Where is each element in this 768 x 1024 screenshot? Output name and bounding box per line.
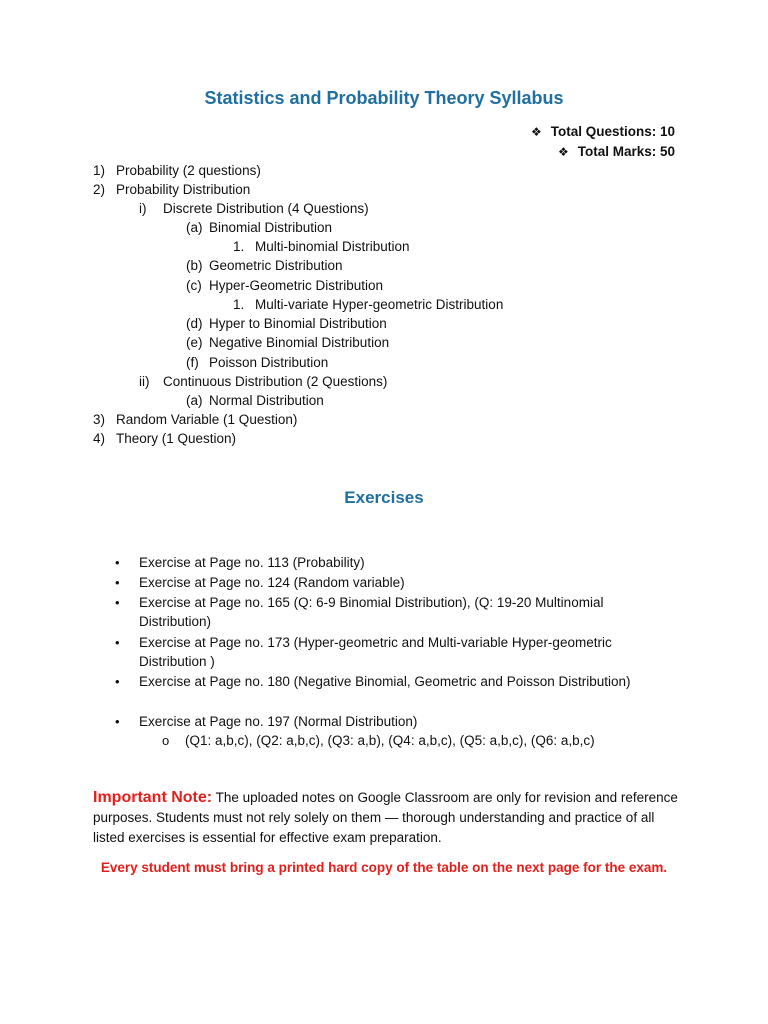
syllabus-item: ii) Continuous Distribution (2 Questions) bbox=[139, 374, 388, 389]
syllabus-item: 1. Multi-variate Hyper-geometric Distribution bbox=[233, 297, 504, 312]
syllabus-item: (a) Binomial Distribution bbox=[186, 220, 333, 235]
syllabus-item: 1) Probability (2 questions) bbox=[93, 163, 261, 178]
bullet-icon: • bbox=[115, 635, 120, 650]
important-note-label: Important Note: bbox=[93, 789, 213, 806]
bullet-icon: • bbox=[115, 595, 120, 610]
total-questions: ❖ Total Questions: 10 bbox=[531, 122, 675, 142]
diamond-bullet-icon: ❖ bbox=[557, 144, 569, 159]
syllabus-item: (c) Hyper-Geometric Distribution bbox=[186, 278, 384, 293]
total-marks: ❖ Total Marks: 50 bbox=[531, 142, 675, 162]
circle-bullet-icon: o bbox=[162, 733, 170, 748]
syllabus-item: (d) Hyper to Binomial Distribution bbox=[186, 316, 387, 331]
document-page: Statistics and Probability Theory Syllabus ❖ Total Questions: 10 ❖ Total Marks: 50 1) Probability (2 questions) 2) Probability Distribution i) Discrete Distribution (4 Questions) (a) Binomial Distribution 1. Multi-binomial Distribution (b) Geometric Distribution (c) Hyper-Geometric Distribution 1. Multi-variate Hyper-geometric Distribution (d) Hyper to Binomial Distribution (e) Negative Binomial Distribution (f) Poisson Distribution ii) Continuous Distribution (2 Questions) (a) Normal Distribution 3) Random Variable (1 Question) 4) Theory (1 Question) Exercises • Exercise at Page no. 113 (Probability) • Exercise at Page no. 124 (Random variable) • Exercise at Page no. 165 (Q: 6-9 Binomial Distribution), (Q: 19-20 Multinomial Distribution) • Exercise at Page no. 173 (Hyper-geometric and Multi-variable Hyper-geometric Distribution ) • Exercise at Page no. 180 (Negative Binomial, Geometric and Poisson Distribution) • Exercise at Page no. 197 (Normal Distribution) o (Q1: a,b,c), (Q2: a,b,c), (Q3: a,b), (Q4: a,b,c), (Q5: a,b,c), (Q6: a,b,c) Important Note: The uploaded notes on Google Classroom are only for revision and reference purposes. Students must not rely solely on them — thorough understanding and practice of all listed exercises is essential for effective exam preparation. Every student must bring a printed hard copy of the table on the next page for the exam. bbox=[0, 0, 768, 1024]
bullet-icon: • bbox=[115, 555, 120, 570]
syllabus-item: 2) Probability Distribution bbox=[93, 182, 251, 197]
syllabus-item: (e) Negative Binomial Distribution bbox=[186, 335, 390, 350]
totals-block bbox=[531, 122, 675, 161]
syllabus-item: 3) Random Variable (1 Question) bbox=[93, 412, 298, 427]
bullet-icon: • bbox=[115, 674, 120, 689]
syllabus-item: (a) Normal Distribution bbox=[186, 393, 324, 408]
bullet-icon: • bbox=[115, 714, 120, 729]
hard-copy-warning: Every student must bring a printed hard copy of the table on the next page for the exam. bbox=[100, 860, 668, 875]
exercises-heading: Exercises bbox=[344, 488, 424, 507]
syllabus-item: (f) Poisson Distribution bbox=[186, 355, 329, 370]
page-title: Statistics and Probability Theory Syllabus bbox=[204, 88, 564, 108]
syllabus-item: i) Discrete Distribution (4 Questions) bbox=[139, 201, 369, 216]
important-note bbox=[93, 788, 683, 848]
important-note-text: The uploaded notes on Google Classroom are only for revision and reference purposes. Students must not rely solely on them — thorough understanding and practice of all listed exercises is essential for effective exam preparation. bbox=[93, 790, 678, 845]
diamond-bullet-icon: ❖ bbox=[530, 125, 542, 139]
syllabus-item: (b) Geometric Distribution bbox=[186, 258, 343, 273]
syllabus-item: 4) Theory (1 Question) bbox=[93, 431, 237, 446]
syllabus-item: 1. Multi-binomial Distribution bbox=[233, 239, 410, 254]
bullet-icon: • bbox=[115, 575, 120, 590]
